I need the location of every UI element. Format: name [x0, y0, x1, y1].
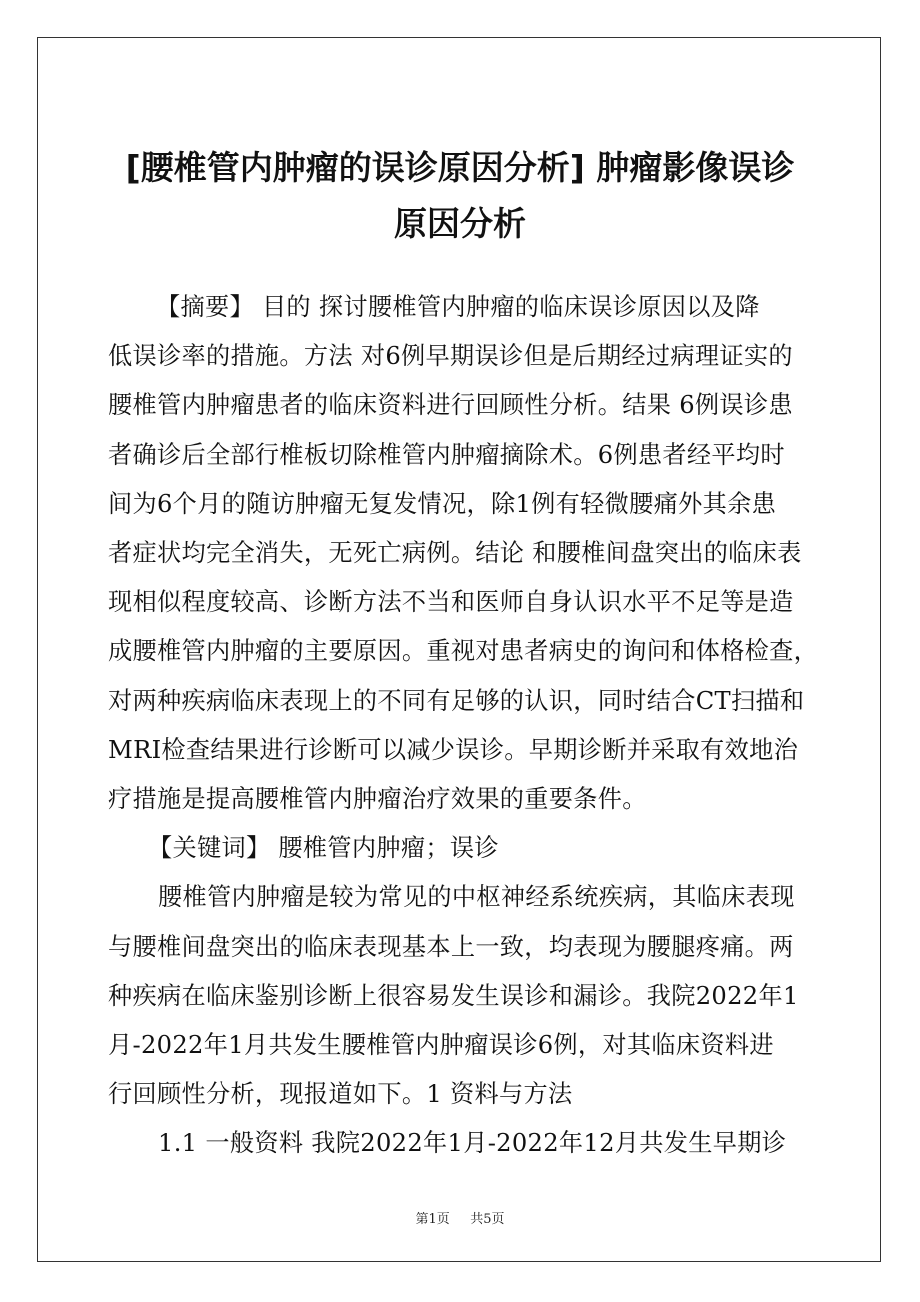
document-title: [60, 140, 860, 252]
title-line-1: [腰椎管内肿瘤的误诊原因分析] 肿瘤影像误诊: [125, 148, 795, 187]
abstract-line: 者症状均完全消失，无死亡病例。结论 和腰椎间盘突出的临床表: [108, 539, 802, 568]
abstract-paragraph: [108, 283, 822, 824]
abstract-line: 成腰椎管内肿瘤的主要原因。重视对患者病史的询问和体格检查，: [108, 637, 819, 666]
page-number: 第1页: [415, 1212, 450, 1227]
page-total: 共5页: [470, 1212, 505, 1227]
intro-line: 与腰椎间盘突出的临床表现基本上一致，均表现为腰腿疼痛。两: [108, 932, 794, 961]
abstract-line: 者确诊后全部行椎板切除椎管内肿瘤摘除术。6例患者经平均时: [108, 440, 785, 469]
intro-line: 行回顾性分析，现报道如下。1 资料与方法: [108, 1080, 573, 1109]
title-line-2: 原因分析: [394, 204, 526, 243]
abstract-line: MRI检查结果进行诊断可以减少误诊。早期诊断并采取有效地治: [108, 735, 799, 764]
intro-line: 种疾病在临床鉴别诊断上很容易发生误诊和漏诊。我院2022年1: [108, 981, 799, 1010]
keywords-line: 【关键词】 腰椎管内肿瘤；误诊: [148, 834, 499, 863]
abstract-line: 间为6个月的随访肿瘤无复发情况，除1例有轻微腰痛外其余患: [108, 489, 777, 518]
intro-paragraph: [108, 873, 822, 1119]
intro-line: 腰椎管内肿瘤是较为常见的中枢神经系统疾病，其临床表现: [158, 883, 795, 912]
abstract-line: 【摘要】 目的 探讨腰椎管内肿瘤的临床误诊原因以及降: [156, 293, 760, 321]
abstract-line: 疗措施是提高腰椎管内肿瘤治疗效果的重要条件。: [108, 785, 647, 814]
document-body: [108, 283, 822, 1169]
section-1-1-line: 1.1 一般资料 我院2022年1月-2022年12月共发生早期诊: [158, 1129, 787, 1158]
abstract-line: 现相似程度较高、诊断方法不当和医师自身认识水平不足等是造: [108, 588, 794, 617]
intro-line: 月-2022年1月共发生腰椎管内肿瘤误诊6例，对其临床资料进: [108, 1031, 774, 1060]
abstract-line: 对两种疾病临床表现上的不同有足够的认识，同时结合CT扫描和: [108, 686, 805, 715]
abstract-line: 腰椎管内肿瘤患者的临床资料进行回顾性分析。结果 6例误诊患: [108, 391, 793, 420]
abstract-line: 低误诊率的措施。方法 对6例早期误诊但是后期经过病理证实的: [108, 342, 793, 371]
page-footer: [0, 1208, 920, 1227]
